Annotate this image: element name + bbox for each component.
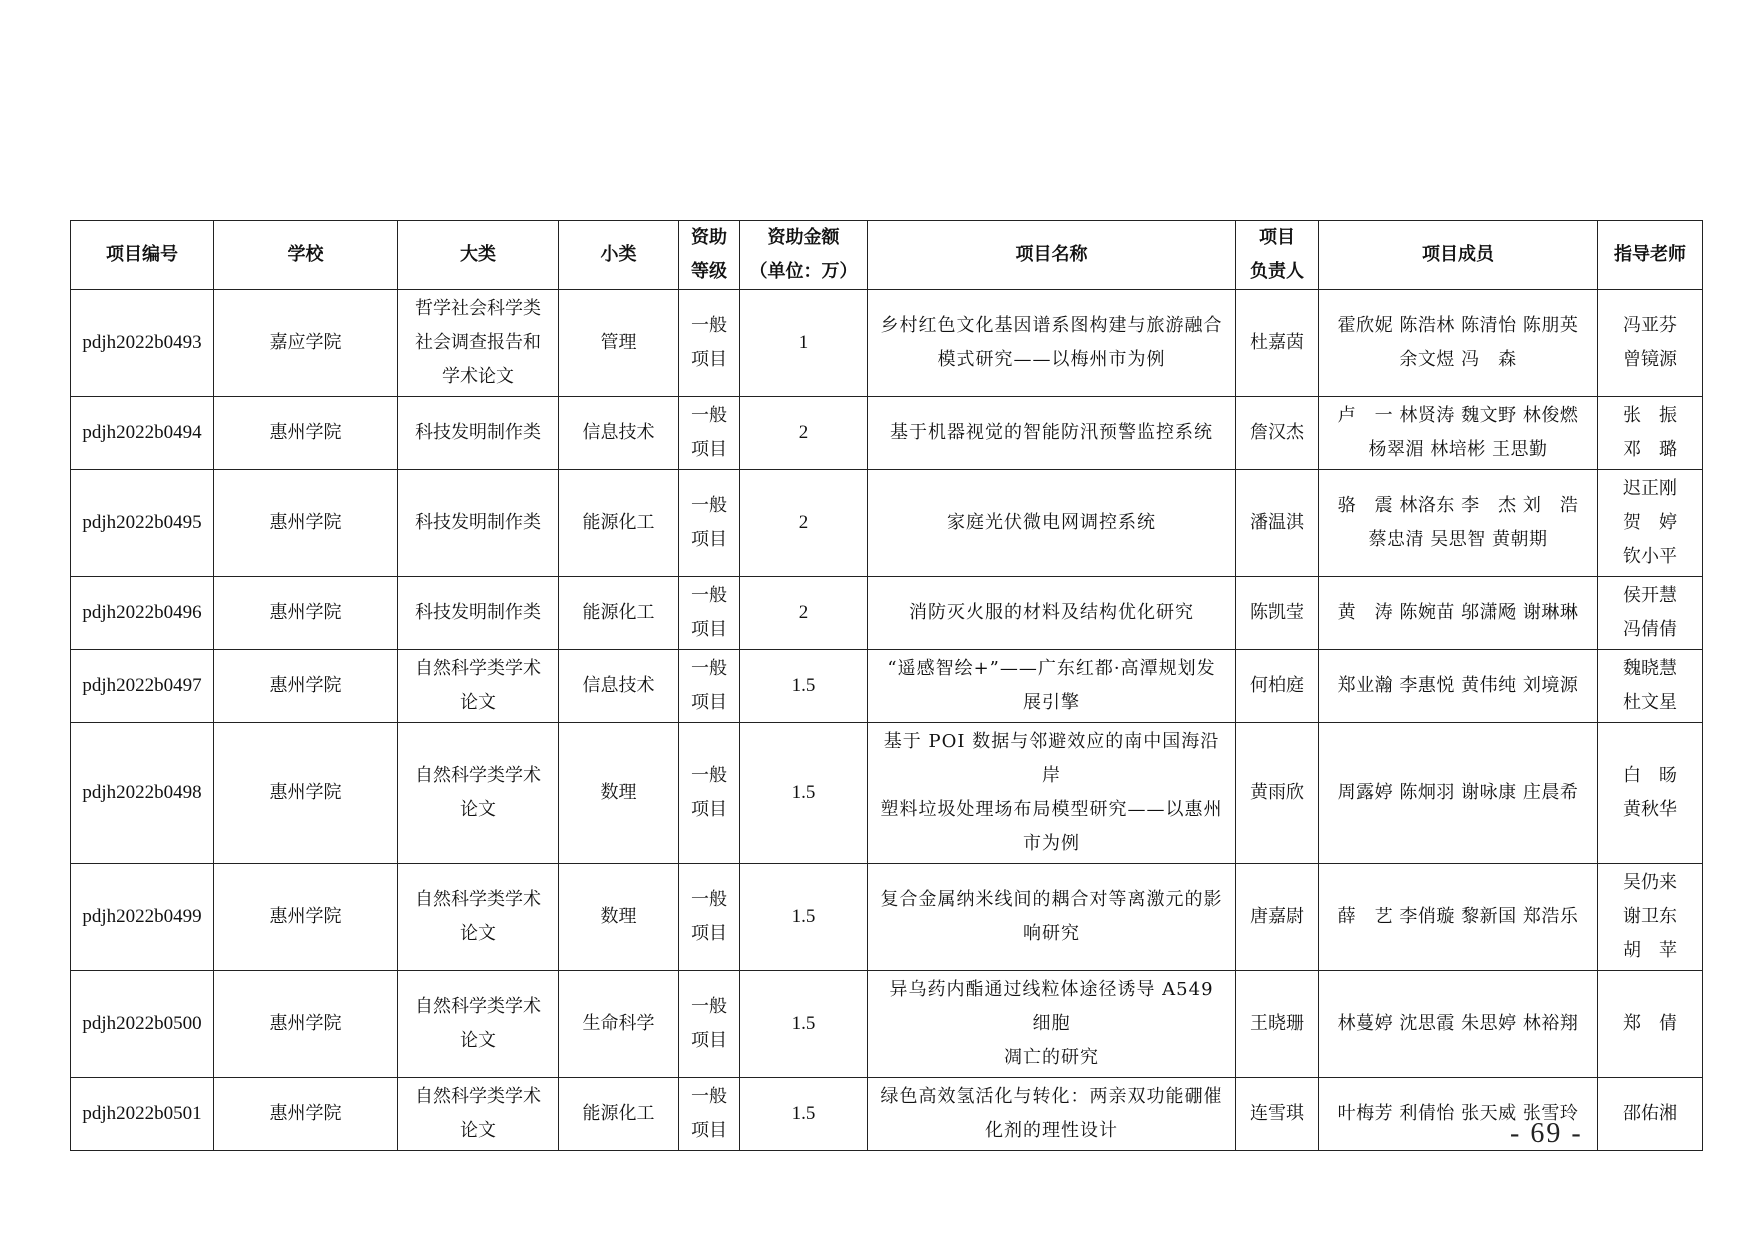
header-amount-line: （单位：万） (749, 261, 858, 282)
cell-members-line: 霍欣妮 陈浩林 陈清怡 陈朋英 (1337, 315, 1579, 336)
cell-advisors-line: 曾镜源 (1623, 349, 1677, 370)
table-body (71, 290, 1703, 1151)
cell-subcategory: 数理 (559, 864, 679, 971)
cell-level-line: 项目 (691, 799, 727, 820)
cell-advisors (1598, 723, 1703, 864)
cell-leader: 王晓珊 (1236, 971, 1319, 1078)
cell-category-line: 哲学社会科学类 (415, 298, 541, 319)
cell-members-line: 余文煜 冯 森 (1399, 349, 1517, 370)
cell-advisors (1598, 290, 1703, 397)
cell-members-line: 林蔓婷 沈思霞 朱思婷 林裕翔 (1337, 1013, 1579, 1034)
header-advisors: 指导老师 (1598, 221, 1703, 290)
cell-category-line: 自然科学类学术 (415, 889, 541, 910)
cell-advisors-line: 贺 婷 (1623, 512, 1677, 533)
cell-category-line: 自然科学类学术 (415, 765, 541, 786)
header-members: 项目成员 (1319, 221, 1598, 290)
cell-amount: 2 (740, 577, 868, 650)
cell-advisors-line: 郑 倩 (1623, 1013, 1677, 1034)
cell-level (679, 397, 740, 470)
table-row (71, 1078, 1703, 1151)
cell-category (398, 577, 559, 650)
cell-level-line: 一般 (691, 585, 727, 606)
cell-level (679, 864, 740, 971)
cell-members-line: 周露婷 陈炯羽 谢咏康 庄晨希 (1337, 782, 1579, 803)
cell-category (398, 723, 559, 864)
cell-advisors-line: 迟正刚 (1623, 478, 1677, 499)
table-row (71, 864, 1703, 971)
cell-title-line: 绿色高效氢活化与转化：两亲双功能硼催 (880, 1086, 1223, 1107)
table-row (71, 577, 1703, 650)
cell-members-line: 卢 一 林贤涛 魏文野 林俊燃 (1337, 405, 1579, 426)
cell-title (868, 723, 1236, 864)
cell-level (679, 577, 740, 650)
cell-leader: 何柏庭 (1236, 650, 1319, 723)
header-level (679, 221, 740, 290)
cell-level-line: 项目 (691, 1120, 727, 1141)
cell-level-line: 项目 (691, 439, 727, 460)
cell-members-line: 骆 震 林洛东 李 杰 刘 浩 (1337, 495, 1579, 516)
cell-title-line: 市为例 (1023, 833, 1080, 854)
cell-advisors (1598, 864, 1703, 971)
cell-title-line: 异乌药内酯通过线粒体途径诱导 A549 细胞 (889, 979, 1214, 1034)
cell-members-line: 郑业瀚 李惠悦 黄伟纯 刘境源 (1337, 675, 1579, 696)
cell-advisors-line: 冯倩倩 (1623, 619, 1677, 640)
cell-school: 惠州学院 (214, 650, 398, 723)
cell-title (868, 577, 1236, 650)
header-code: 项目编号 (71, 221, 214, 290)
cell-level (679, 650, 740, 723)
header-amount (740, 221, 868, 290)
cell-level-line: 项目 (691, 1030, 727, 1051)
cell-advisors (1598, 1078, 1703, 1151)
cell-advisors (1598, 577, 1703, 650)
cell-level-line: 项目 (691, 692, 727, 713)
cell-category (398, 864, 559, 971)
cell-level-line: 项目 (691, 923, 727, 944)
cell-members (1319, 470, 1598, 577)
cell-subcategory: 能源化工 (559, 470, 679, 577)
cell-category-line: 科技发明制作类 (415, 602, 541, 623)
cell-advisors-line: 白 旸 (1623, 765, 1677, 786)
cell-level-line: 一般 (691, 405, 727, 426)
cell-amount: 1.5 (740, 1078, 868, 1151)
cell-category (398, 397, 559, 470)
header-leader-line: 负责人 (1250, 261, 1304, 282)
cell-members (1319, 723, 1598, 864)
cell-advisors-line: 杜文星 (1623, 692, 1677, 713)
cell-subcategory: 能源化工 (559, 577, 679, 650)
cell-title-line: 展引擎 (1023, 692, 1080, 713)
cell-school: 嘉应学院 (214, 290, 398, 397)
cell-advisors-line: 谢卫东 (1623, 906, 1677, 927)
cell-members-line: 黄 涛 陈婉苗 邬潇飏 谢琳琳 (1337, 602, 1579, 623)
cell-subcategory: 生命科学 (559, 971, 679, 1078)
cell-amount: 2 (740, 470, 868, 577)
cell-title (868, 470, 1236, 577)
cell-subcategory: 能源化工 (559, 1078, 679, 1151)
cell-advisors (1598, 397, 1703, 470)
table-row (71, 723, 1703, 864)
cell-title-line: 家庭光伏微电网调控系统 (947, 512, 1156, 533)
cell-level-line: 项目 (691, 529, 727, 550)
cell-members-line: 薛 艺 李俏璇 黎新国 郑浩乐 (1337, 906, 1579, 927)
cell-category-line: 论文 (460, 1120, 496, 1141)
cell-category-line: 论文 (460, 1030, 496, 1051)
cell-category-line: 科技发明制作类 (415, 512, 541, 533)
cell-leader: 唐嘉尉 (1236, 864, 1319, 971)
cell-members (1319, 397, 1598, 470)
cell-advisors-line: 邵佑湘 (1623, 1103, 1677, 1124)
cell-level-line: 项目 (691, 349, 727, 370)
cell-code: pdjh2022b0495 (71, 470, 214, 577)
cell-category-line: 论文 (460, 692, 496, 713)
cell-code: pdjh2022b0501 (71, 1078, 214, 1151)
cell-school: 惠州学院 (214, 470, 398, 577)
cell-advisors-line: 侯开慧 (1623, 585, 1677, 606)
cell-amount: 1 (740, 290, 868, 397)
cell-category-line: 自然科学类学术 (415, 1086, 541, 1107)
header-row (71, 221, 1703, 290)
table-row (71, 470, 1703, 577)
cell-advisors (1598, 470, 1703, 577)
header-level-line: 等级 (691, 261, 727, 282)
header-subcategory: 小类 (559, 221, 679, 290)
cell-level-line: 一般 (691, 889, 727, 910)
cell-members (1319, 864, 1598, 971)
cell-amount: 1.5 (740, 650, 868, 723)
cell-subcategory: 信息技术 (559, 397, 679, 470)
cell-members-line: 叶梅芳 利倩怡 张天威 张雪玲 (1337, 1103, 1579, 1124)
cell-members-line: 杨翠湄 林培彬 王思勤 (1368, 439, 1548, 460)
cell-members (1319, 290, 1598, 397)
cell-level (679, 971, 740, 1078)
cell-code: pdjh2022b0494 (71, 397, 214, 470)
cell-members (1319, 971, 1598, 1078)
cell-code: pdjh2022b0493 (71, 290, 214, 397)
cell-advisors-line: 钦小平 (1623, 546, 1677, 567)
cell-advisors (1598, 971, 1703, 1078)
cell-category-line: 自然科学类学术 (415, 658, 541, 679)
cell-title-line: 基于机器视觉的智能防汛预警监控系统 (890, 422, 1213, 443)
cell-level-line: 一般 (691, 495, 727, 516)
cell-amount: 1.5 (740, 971, 868, 1078)
cell-code: pdjh2022b0500 (71, 971, 214, 1078)
cell-advisors-line: 冯亚芬 (1623, 315, 1677, 336)
cell-title (868, 1078, 1236, 1151)
cell-code: pdjh2022b0499 (71, 864, 214, 971)
cell-level (679, 1078, 740, 1151)
table-row (71, 397, 1703, 470)
cell-title-line: 塑料垃圾处理场布局模型研究——以惠州 (880, 799, 1223, 820)
cell-level-line: 一般 (691, 315, 727, 336)
cell-level-line: 一般 (691, 765, 727, 786)
cell-title-line: 模式研究——以梅州市为例 (937, 349, 1166, 370)
cell-amount: 1.5 (740, 723, 868, 864)
cell-title-line: 响研究 (1023, 923, 1080, 944)
cell-level-line: 项目 (691, 619, 727, 640)
page-number: - 69 - (1510, 1118, 1583, 1149)
cell-level (679, 290, 740, 397)
header-school: 学校 (214, 221, 398, 290)
cell-level (679, 470, 740, 577)
cell-title-line: 化剂的理性设计 (985, 1120, 1118, 1141)
cell-code: pdjh2022b0497 (71, 650, 214, 723)
cell-advisors-line: 黄秋华 (1623, 799, 1677, 820)
cell-school: 惠州学院 (214, 397, 398, 470)
cell-amount: 2 (740, 397, 868, 470)
cell-subcategory: 数理 (559, 723, 679, 864)
cell-code: pdjh2022b0498 (71, 723, 214, 864)
cell-category (398, 470, 559, 577)
cell-level-line: 一般 (691, 658, 727, 679)
header-amount-line: 资助金额 (767, 227, 840, 248)
header-leader-line: 项目 (1259, 227, 1295, 248)
cell-category-line: 学术论文 (442, 366, 514, 387)
cell-title (868, 864, 1236, 971)
cell-advisors (1598, 650, 1703, 723)
cell-category-line: 论文 (460, 923, 496, 944)
cell-title-line: 复合金属纳米线间的耦合对等离激元的影 (880, 889, 1223, 910)
cell-school: 惠州学院 (214, 577, 398, 650)
cell-category-line: 自然科学类学术 (415, 996, 541, 1017)
header-title: 项目名称 (868, 221, 1236, 290)
cell-level-line: 一般 (691, 996, 727, 1017)
cell-advisors-line: 魏晓慧 (1623, 658, 1677, 679)
cell-category-line: 论文 (460, 799, 496, 820)
cell-leader: 詹汉杰 (1236, 397, 1319, 470)
table-row (71, 971, 1703, 1078)
cell-advisors-line: 吴仍来 (1623, 872, 1677, 893)
cell-leader: 连雪琪 (1236, 1078, 1319, 1151)
cell-level-line: 一般 (691, 1086, 727, 1107)
cell-title-line: “遥感智绘+”——广东红都·高潭规划发 (887, 658, 1216, 679)
cell-school: 惠州学院 (214, 864, 398, 971)
cell-title-line: 凋亡的研究 (1004, 1047, 1099, 1068)
cell-advisors-line: 邓 璐 (1623, 439, 1677, 460)
header-category: 大类 (398, 221, 559, 290)
cell-leader: 陈凯莹 (1236, 577, 1319, 650)
cell-advisors-line: 张 振 (1623, 405, 1677, 426)
cell-category-line: 科技发明制作类 (415, 422, 541, 443)
cell-leader: 潘温淇 (1236, 470, 1319, 577)
header-level-line: 资助 (691, 227, 727, 248)
table-row (71, 650, 1703, 723)
cell-school: 惠州学院 (214, 723, 398, 864)
table-row (71, 290, 1703, 397)
cell-category-line: 社会调查报告和 (415, 332, 541, 353)
cell-school: 惠州学院 (214, 1078, 398, 1151)
cell-level (679, 723, 740, 864)
cell-title-line: 乡村红色文化基因谱系图构建与旅游融合 (880, 315, 1223, 336)
cell-title (868, 971, 1236, 1078)
cell-category (398, 650, 559, 723)
cell-title (868, 290, 1236, 397)
cell-subcategory: 信息技术 (559, 650, 679, 723)
cell-school: 惠州学院 (214, 971, 398, 1078)
cell-title-line: 消防灭火服的材料及结构优化研究 (909, 602, 1194, 623)
cell-leader: 黄雨欣 (1236, 723, 1319, 864)
cell-members (1319, 577, 1598, 650)
cell-members (1319, 650, 1598, 723)
funding-table (70, 220, 1703, 1151)
cell-category (398, 290, 559, 397)
cell-category (398, 1078, 559, 1151)
header-leader (1236, 221, 1319, 290)
cell-leader: 杜嘉茵 (1236, 290, 1319, 397)
cell-members-line: 蔡忠清 吴思智 黄朝期 (1368, 529, 1548, 550)
cell-title (868, 397, 1236, 470)
cell-subcategory: 管理 (559, 290, 679, 397)
cell-advisors-line: 胡 苹 (1623, 940, 1677, 961)
cell-code: pdjh2022b0496 (71, 577, 214, 650)
cell-title-line: 基于 POI 数据与邻避效应的南中国海沿岸 (883, 731, 1220, 786)
cell-category (398, 971, 559, 1078)
cell-title (868, 650, 1236, 723)
cell-amount: 1.5 (740, 864, 868, 971)
